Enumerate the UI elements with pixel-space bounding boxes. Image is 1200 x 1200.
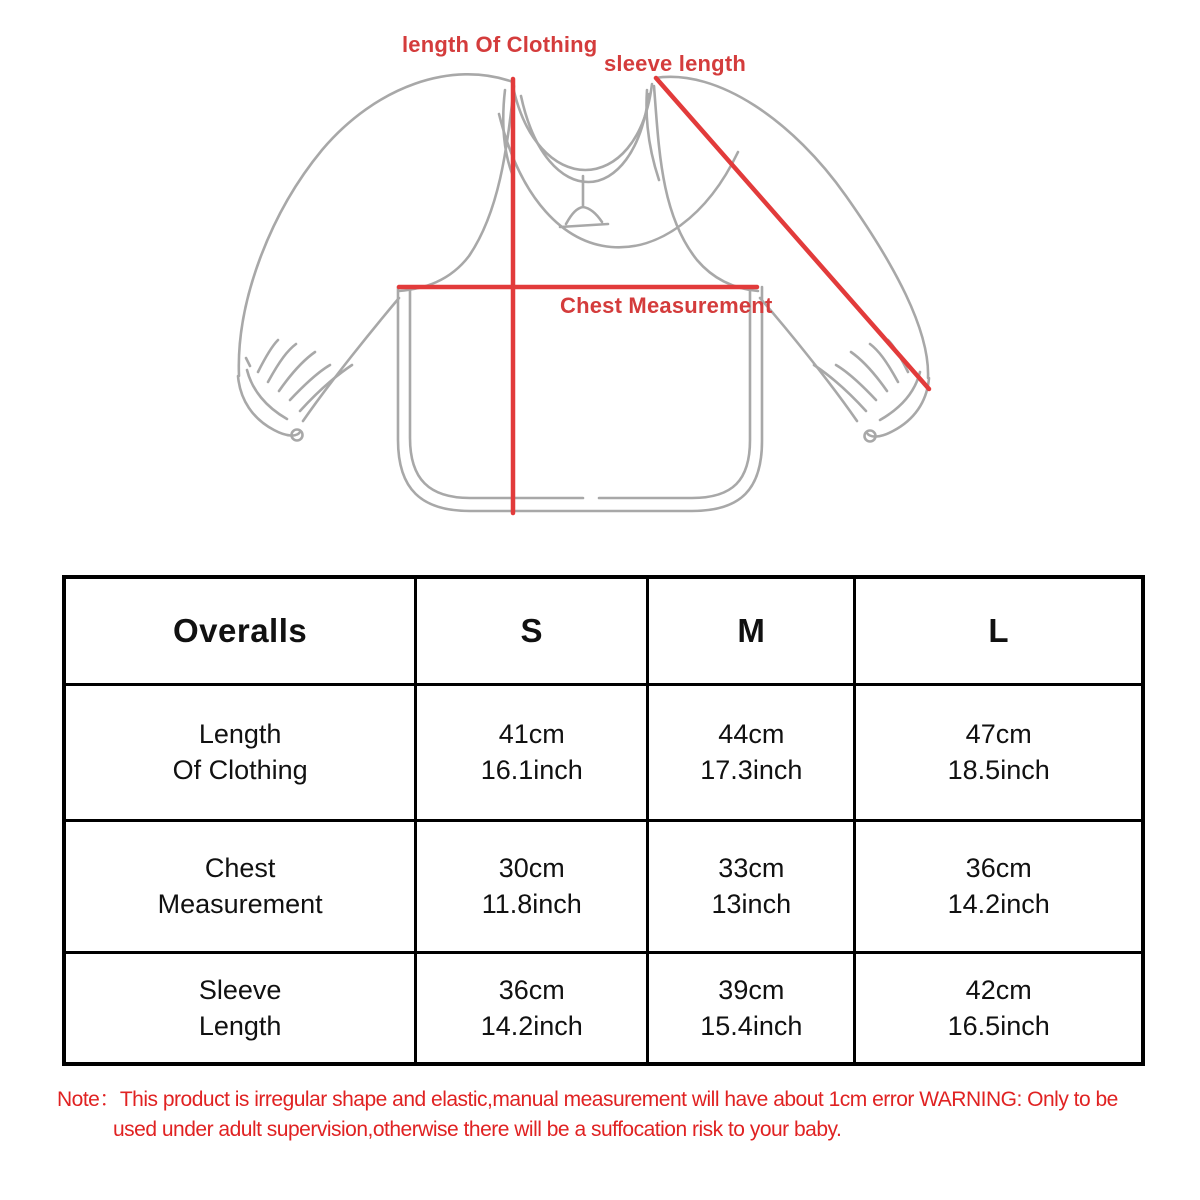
- header-size-m: M: [648, 577, 855, 684]
- cell-line: Chest: [204, 853, 276, 883]
- cell-sleeve-m: [648, 952, 855, 1064]
- cell-line: Measurement: [157, 889, 323, 919]
- cell-chest-m: [648, 820, 855, 952]
- left-raglan-seam-path: [399, 86, 514, 291]
- table-row-length: [64, 684, 1143, 820]
- header-overalls: Overalls: [64, 577, 416, 684]
- garment-diagram: [0, 0, 1200, 560]
- warning-note-line-1: Note：This product is irregular shape and elastic,manual measurement will have about 1cm error WARNING: Only to be: [57, 1088, 1118, 1111]
- warning-note: [0, 1085, 1200, 1145]
- cell-sleeve-label: [64, 952, 416, 1064]
- right-sleeve-inner-path: [760, 298, 857, 421]
- body-outer-path: [398, 287, 762, 511]
- cell-line: 47cm: [965, 719, 1032, 749]
- cell-length-label: [64, 684, 416, 820]
- header-size-s: S: [416, 577, 648, 684]
- cell-length-s: [416, 684, 648, 820]
- cell-line: 13inch: [711, 889, 792, 919]
- cell-line: Of Clothing: [172, 755, 308, 785]
- front-yoke-seam-path: [499, 114, 738, 247]
- cell-line: 39cm: [718, 974, 785, 1005]
- size-table-header-row: [64, 577, 1143, 684]
- neckline-outer-path: [512, 82, 652, 170]
- cell-line: Length: [198, 719, 282, 749]
- cell-line: 14.2inch: [480, 1010, 583, 1041]
- table-row-sleeve: [64, 952, 1143, 1064]
- cell-length-l: [855, 684, 1143, 820]
- hanger-tab-path: [560, 176, 608, 227]
- cell-line: 30cm: [498, 853, 565, 883]
- left-sleeve-outer-path: [239, 74, 513, 376]
- sleeve-measure-line: [656, 78, 929, 389]
- header-size-l: L: [855, 577, 1143, 684]
- cell-line: 41cm: [498, 719, 565, 749]
- label-sleeve-length: sleeve length: [604, 51, 746, 76]
- label-length-of-clothing: length Of Clothing: [402, 32, 598, 57]
- warning-note-line-2: used under adult supervision,otherwise there will be a suffocation risk to your baby.: [113, 1118, 842, 1141]
- garment-outline-svg: [0, 0, 1200, 560]
- cell-line: 42cm: [965, 974, 1032, 1005]
- table-row-chest: [64, 820, 1143, 952]
- cell-line: 36cm: [498, 974, 565, 1005]
- cell-line: Length: [198, 1010, 282, 1041]
- cell-line: 18.5inch: [947, 755, 1050, 785]
- cell-line: 15.4inch: [700, 1010, 803, 1041]
- cell-chest-label: [64, 820, 416, 952]
- cell-length-m: [648, 684, 855, 820]
- cell-sleeve-s: [416, 952, 648, 1064]
- cell-line: 33cm: [718, 853, 785, 883]
- cell-line: Sleeve: [198, 974, 282, 1005]
- size-table: [62, 575, 1145, 1066]
- cell-chest-s: [416, 820, 648, 952]
- cell-line: 36cm: [965, 853, 1032, 883]
- cell-line: 11.8inch: [481, 889, 582, 919]
- cell-sleeve-l: [855, 952, 1143, 1064]
- left-sleeve-inner-path: [303, 298, 399, 421]
- cell-line: 16.5inch: [947, 1010, 1050, 1041]
- cell-line: 17.3inch: [700, 755, 803, 785]
- right-raglan-seam-path: [654, 86, 758, 291]
- label-chest-measurement: Chest Measurement: [560, 293, 773, 318]
- cell-line: 44cm: [718, 719, 785, 749]
- cell-chest-l: [855, 820, 1143, 952]
- cell-line: 14.2inch: [947, 889, 1050, 919]
- cell-line: 16.1inch: [480, 755, 583, 785]
